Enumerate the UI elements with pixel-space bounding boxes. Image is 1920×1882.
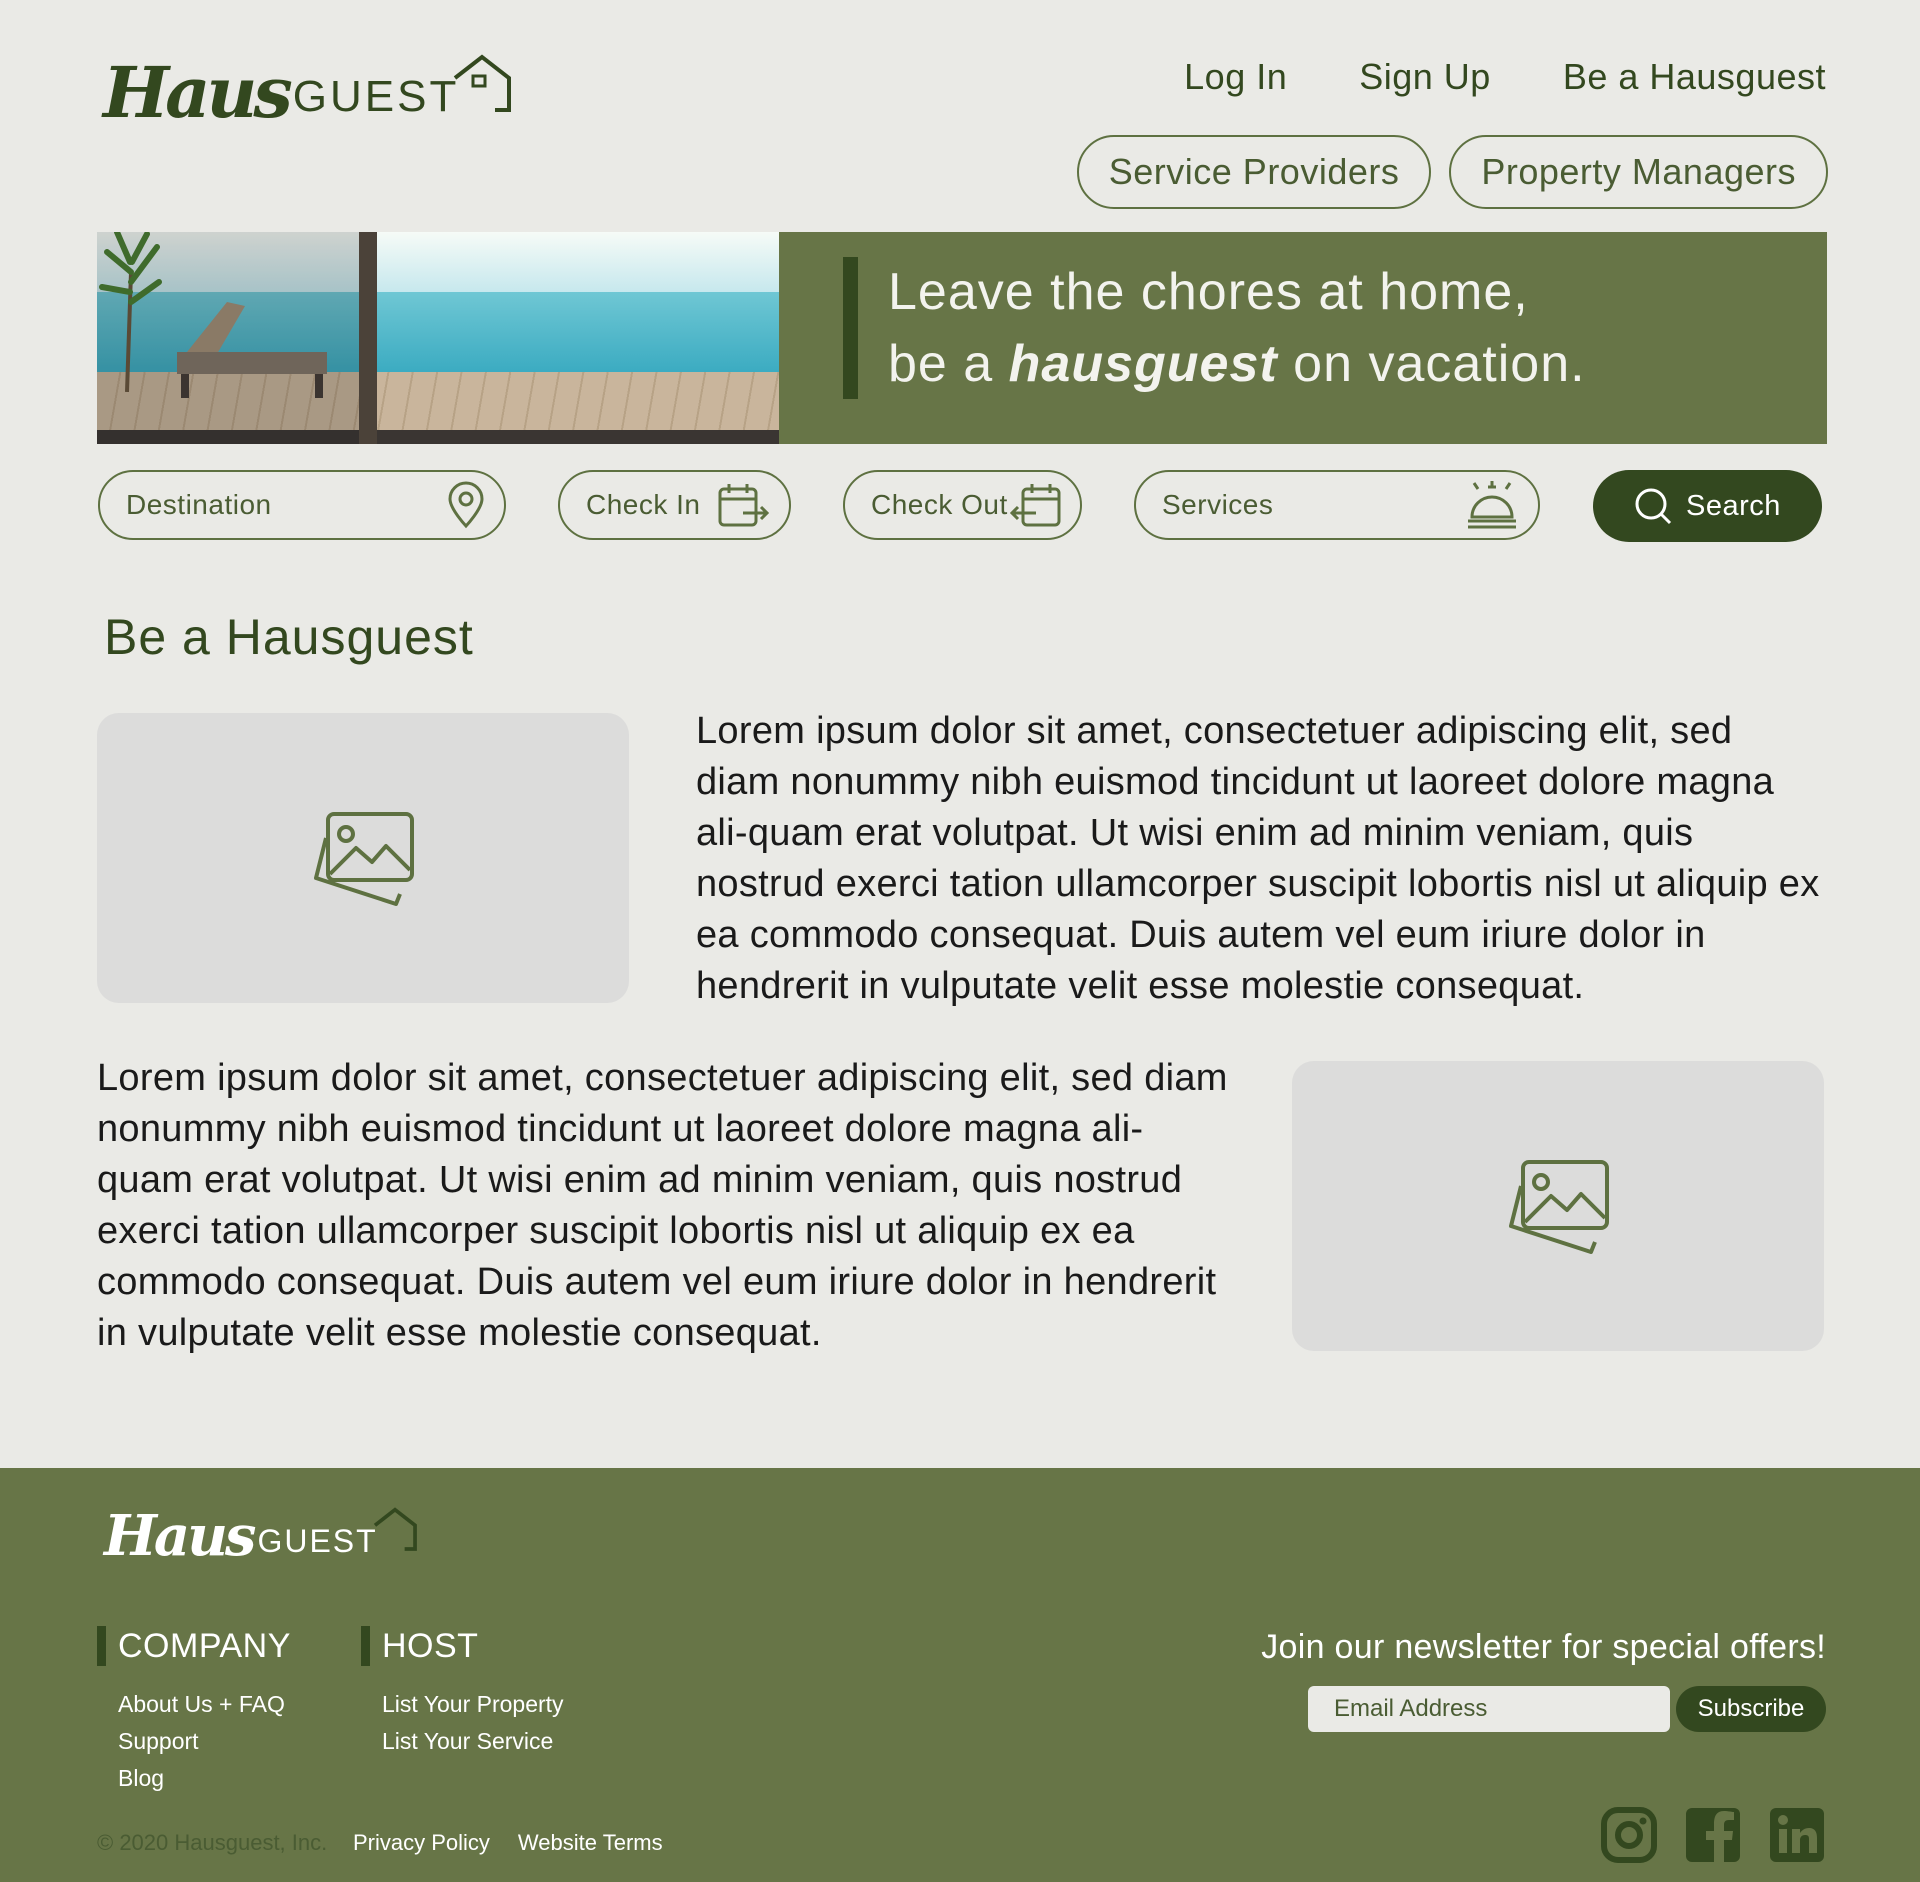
audience-pills — [1077, 135, 1828, 209]
linkedin-icon[interactable] — [1768, 1806, 1826, 1864]
top-nav — [1184, 56, 1826, 98]
footer-link-about[interactable]: About Us + FAQ — [118, 1691, 285, 1717]
calendar-in-icon — [717, 481, 771, 529]
footer-logo[interactable] — [104, 1503, 418, 1569]
footer-heading-marker — [97, 1626, 106, 1666]
hero-banner — [97, 232, 1827, 444]
service-providers-button[interactable]: Service Providers — [1077, 135, 1432, 209]
logo-house-icon — [451, 52, 513, 114]
footer-logo-caps: GUEST — [257, 1523, 378, 1559]
newsletter-title: Join our newsletter for special offers! — [1261, 1628, 1826, 1666]
logo-script: Haus — [103, 51, 289, 134]
check-out-field[interactable] — [843, 470, 1082, 540]
footer-link-list-service[interactable]: List Your Service — [382, 1728, 554, 1754]
search-button-label: Search — [1686, 489, 1781, 522]
subscribe-button[interactable]: Subscribe — [1676, 1686, 1826, 1732]
image-icon — [308, 808, 418, 908]
check-out-label: Check Out — [871, 489, 1008, 520]
image-placeholder-2 — [1292, 1061, 1824, 1351]
intro-paragraph-1: Lorem ipsum dolor sit amet, consectetuer adipiscing elit, sed diam nonummy nibh euismod tincidunt ut laoreet dolore magna ali-quam erat volutpat. Ut wisi enim ad minim veniam, quis nostrud exerci tation ullamcorper suscipit lobortis nisl ut aliquip ex ea commodo consequat. Duis autem vel eum iriure dolor in hendrerit in vulputate velit esse molestie consequat. — [696, 710, 1820, 1007]
footer-link-support[interactable]: Support — [118, 1728, 199, 1754]
footer-host-column — [361, 1626, 564, 1760]
footer-link-blog[interactable]: Blog — [118, 1765, 165, 1791]
hero-line-2-em: hausguest — [1008, 335, 1278, 393]
footer-link-list-property[interactable]: List Your Property — [382, 1691, 564, 1717]
search-icon — [1634, 487, 1672, 525]
service-bell-icon — [1464, 477, 1520, 533]
hero-line-2 — [888, 334, 1586, 394]
hero-accent-bar — [843, 257, 858, 399]
page-title: Be a Hausguest — [104, 609, 474, 665]
website-terms-link[interactable]: Website Terms — [517, 1830, 663, 1855]
footer-host-title: HOST — [382, 1626, 479, 1665]
legal-links — [353, 1830, 663, 1856]
check-in-label: Check In — [586, 489, 701, 520]
footer-company-column — [97, 1626, 291, 1797]
hero-photo — [97, 232, 779, 444]
header-logo[interactable] — [103, 28, 513, 134]
facebook-icon[interactable] — [1684, 1806, 1742, 1864]
instagram-icon[interactable] — [1600, 1806, 1658, 1864]
destination-label: Destination — [126, 489, 272, 520]
footer-company-title: COMPANY — [118, 1626, 291, 1665]
search-button[interactable] — [1593, 470, 1822, 542]
hero-line-1: Leave the chores at home, — [888, 263, 1529, 321]
hero-line-2-post: on vacation. — [1277, 335, 1586, 393]
hero-line-2-pre: be a — [888, 335, 1009, 393]
services-field[interactable] — [1134, 470, 1540, 540]
newsletter-email-input[interactable] — [1308, 1686, 1670, 1732]
location-pin-icon — [446, 481, 486, 529]
be-hausguest-link[interactable]: Be a Hausguest — [1562, 56, 1826, 97]
logo-house-icon — [372, 1506, 418, 1552]
intro-paragraph-2: Lorem ipsum dolor sit amet, consectetuer adipiscing elit, sed diam nonummy nibh euismod tincidunt ut laoreet dolore magna ali-quam erat volutpat. Ut wisi enim ad minim veniam, quis nostrud exerci tation ullamcorper suscipit lobortis nisl ut aliquip ex ea commodo consequat. Duis autem vel eum iriure dolor in hendrerit in vulputate velit esse molestie consequat. — [97, 1057, 1228, 1354]
image-placeholder-1 — [97, 713, 629, 1003]
logo-caps: GUEST — [292, 72, 460, 121]
image-icon — [1503, 1156, 1613, 1256]
hero-tagline-panel — [779, 232, 1827, 444]
login-link[interactable]: Log In — [1184, 56, 1288, 97]
social-links — [1600, 1806, 1826, 1864]
calendar-out-icon — [1008, 481, 1062, 529]
footer-company-heading — [97, 1626, 291, 1666]
privacy-policy-link[interactable]: Privacy Policy — [353, 1830, 490, 1855]
signup-link[interactable]: Sign Up — [1359, 56, 1491, 97]
property-managers-button[interactable]: Property Managers — [1449, 135, 1828, 209]
footer-host-heading — [361, 1626, 564, 1666]
check-in-field[interactable] — [558, 470, 791, 540]
footer-logo-script: Haus — [104, 1503, 254, 1569]
copyright: © 2020 Hausguest, Inc. — [97, 1830, 328, 1855]
destination-field[interactable] — [98, 470, 506, 540]
footer-heading-marker — [361, 1626, 370, 1666]
services-label: Services — [1162, 489, 1274, 520]
